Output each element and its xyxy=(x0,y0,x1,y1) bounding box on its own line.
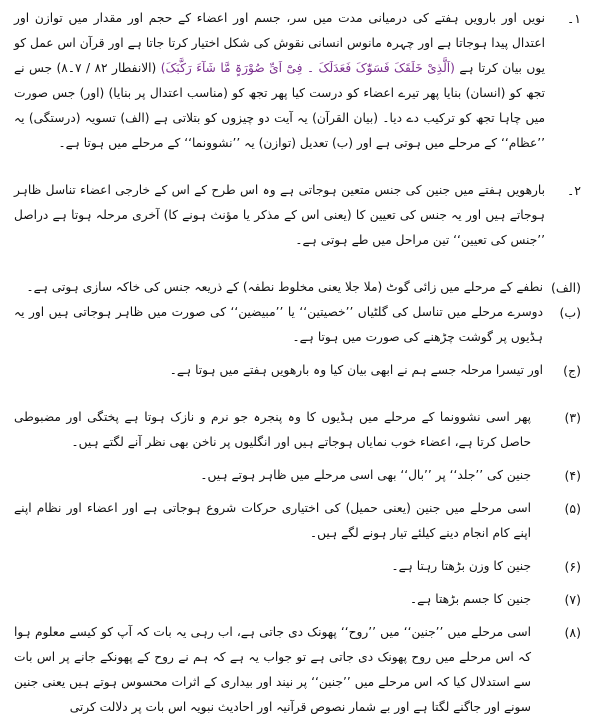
stage-text: نطفے کے مرحلے میں زائی گوٹ (ملا جلا یعنی مخلوط نطفہ) کے ذریعہ جنس کی خاکہ سازی ہوتی ہے۔ xyxy=(26,280,543,294)
point-number: (۷) xyxy=(564,592,581,607)
point-number: (۵) xyxy=(564,501,581,516)
quran-verse: (اَلَّذِیْ خَلَقَکَ فَسَوّٰکَ فَعَدَلَکَ ۔ فِیْٓ اَیِّ صُوْرَۃٍ مَّا شَآءَ رَکَّبَکَ) xyxy=(160,61,455,75)
point-text: اسی مرحلے میں ’’جنین‘‘ میں ’’روح‘‘ پھونک دی جاتی ہے، اب رہی یہ بات کہ آپ کو کیسے معلوم ہوا کہ اس مرحلے میں روح پھونک دی جاتی ہے تو جواب یہ ہے کہ ہم نے روح کے پھونکے جانے پر اس بات سے استدلال کیا کہ اس مرحلے میں ’’جنین‘‘ پر نیند اور بیداری کے اثرات محسوس ہوتے ہیں یعنی جنین سونے اور جاگنے لگتا ہے اور بے شمار نصوص قرآنیہ اور احادیث نبویہ اس بات پر دلالت کرتی xyxy=(14,625,531,714)
stage-label: (ب) xyxy=(559,305,581,320)
section-1-text-a: نویں اور بارویں ہفتے کی درمیانی مدت میں سر، جسم اور اعضاء کے حجم اور مقدار میں توازن اور اعتدال پیدا ہوجاتا ہے اور چہرہ مانوس انسانی نقوش کی شکل اختیار کرتا جاتا ہے اور قرآن اس عمل کو یوں بیان کرتا ہے xyxy=(14,11,546,75)
point-number: (۳) xyxy=(564,410,581,425)
stage-label: (ج) xyxy=(563,363,581,378)
stage-jeem xyxy=(14,358,581,383)
stage-text: دوسرے مرحلے میں تناسل کی گلٹیاں ’’خصیتین‘‘ یا ’’مبیضین‘‘ کی صورت میں ظاہر ہوجاتی ہیں اور یہ ہڈیوں پر گوشت چڑھنے کی صورت میں ہوتا ہے۔ xyxy=(14,305,543,344)
point-text: جنین کی ’’جلد‘‘ پر ’’بال‘‘ بھی اسی مرحلے میں ظاہر ہوتے ہیں۔ xyxy=(200,468,531,482)
point-text: جنین کا وزن بڑھتا رہتا ہے۔ xyxy=(391,559,531,573)
stage-label: (الف) xyxy=(551,280,581,295)
point-text: اسی مرحلے میں جنین (یعنی حمیل) کی اختیاری حرکات شروع ہوجاتی ہے اور اعضاء اور نظام اپنے اپنے کام انجام دینے کیلئے تیار ہونے لگے ہیں۔ xyxy=(14,501,531,540)
point-text: پھر اسی نشوونما کے مرحلے میں ہڈیوں کا وہ پنجرہ جو نرم و نازک ہوتا ہے پختگی اور مضبوطی حاصل کرتا ہے، اعضاء خوب نمایاں ہوجاتے ہیں اور انگلیوں پر ناخن بھی نظر آنے لگتے ہیں۔ xyxy=(14,410,531,449)
point-5 xyxy=(14,496,581,546)
section-2-number: ۲۔ xyxy=(566,183,581,198)
point-text: جنین کا جسم بڑھتا ہے۔ xyxy=(409,592,531,606)
point-number: (۸) xyxy=(564,625,581,640)
stage-be xyxy=(14,300,581,350)
section-2 xyxy=(14,178,581,253)
stage-alif xyxy=(14,275,581,300)
point-7 xyxy=(14,587,581,612)
point-3 xyxy=(14,405,581,455)
section-1-number: ۱۔ xyxy=(566,11,581,26)
stage-text: اور تیسرا مرحلہ جسے ہم نے ابھی بیان کیا وہ بارھویں ہفتے میں ہوتا ہے۔ xyxy=(169,363,543,377)
point-number: (۶) xyxy=(564,559,581,574)
point-8 xyxy=(14,620,581,720)
section-1-paragraph xyxy=(14,6,545,156)
point-number: (۴) xyxy=(564,468,581,483)
section-1 xyxy=(14,6,581,156)
section-1-text-b: (الانفطار ۸۲ / ۷۔۸) جس نے تجھ کو (انسان) بنایا پھر تیرے اعضاء کو درست کیا پھر تجھ کو (مناسب اعتدال پر بنایا) (اور) جس صورت میں چاہا تجھ کو ترکیب دے دیا۔ (بیان القرآن) یہ آیت دو چیزوں کو بتلاتی ہے (الف) تسویہ (درستگی) یہ ’’عظام‘‘ کے مرحلے میں ہوتی ہے اور (ب) تعدیل (توازن) یہ ’’نشوونما‘‘ کے مرحلے میں ہوتا ہے۔ xyxy=(14,61,545,150)
point-4 xyxy=(14,463,581,488)
section-2-paragraph: بارھویں ہفتے میں جنین کی جنس متعین ہوجاتی ہے وہ اس طرح کے اس کے خارجی اعضاء تناسل ظاہر ہوجاتے ہیں اور یہ جنس کی تعیین کا (یعنی اس کے مذکر یا مؤنث ہونے کا) آخری مرحلہ ہوتا ہے دراصل ’’جنس کی تعیین‘‘ تین مراحل میں طے ہوتی ہے۔ xyxy=(14,183,545,247)
point-6 xyxy=(14,554,581,579)
